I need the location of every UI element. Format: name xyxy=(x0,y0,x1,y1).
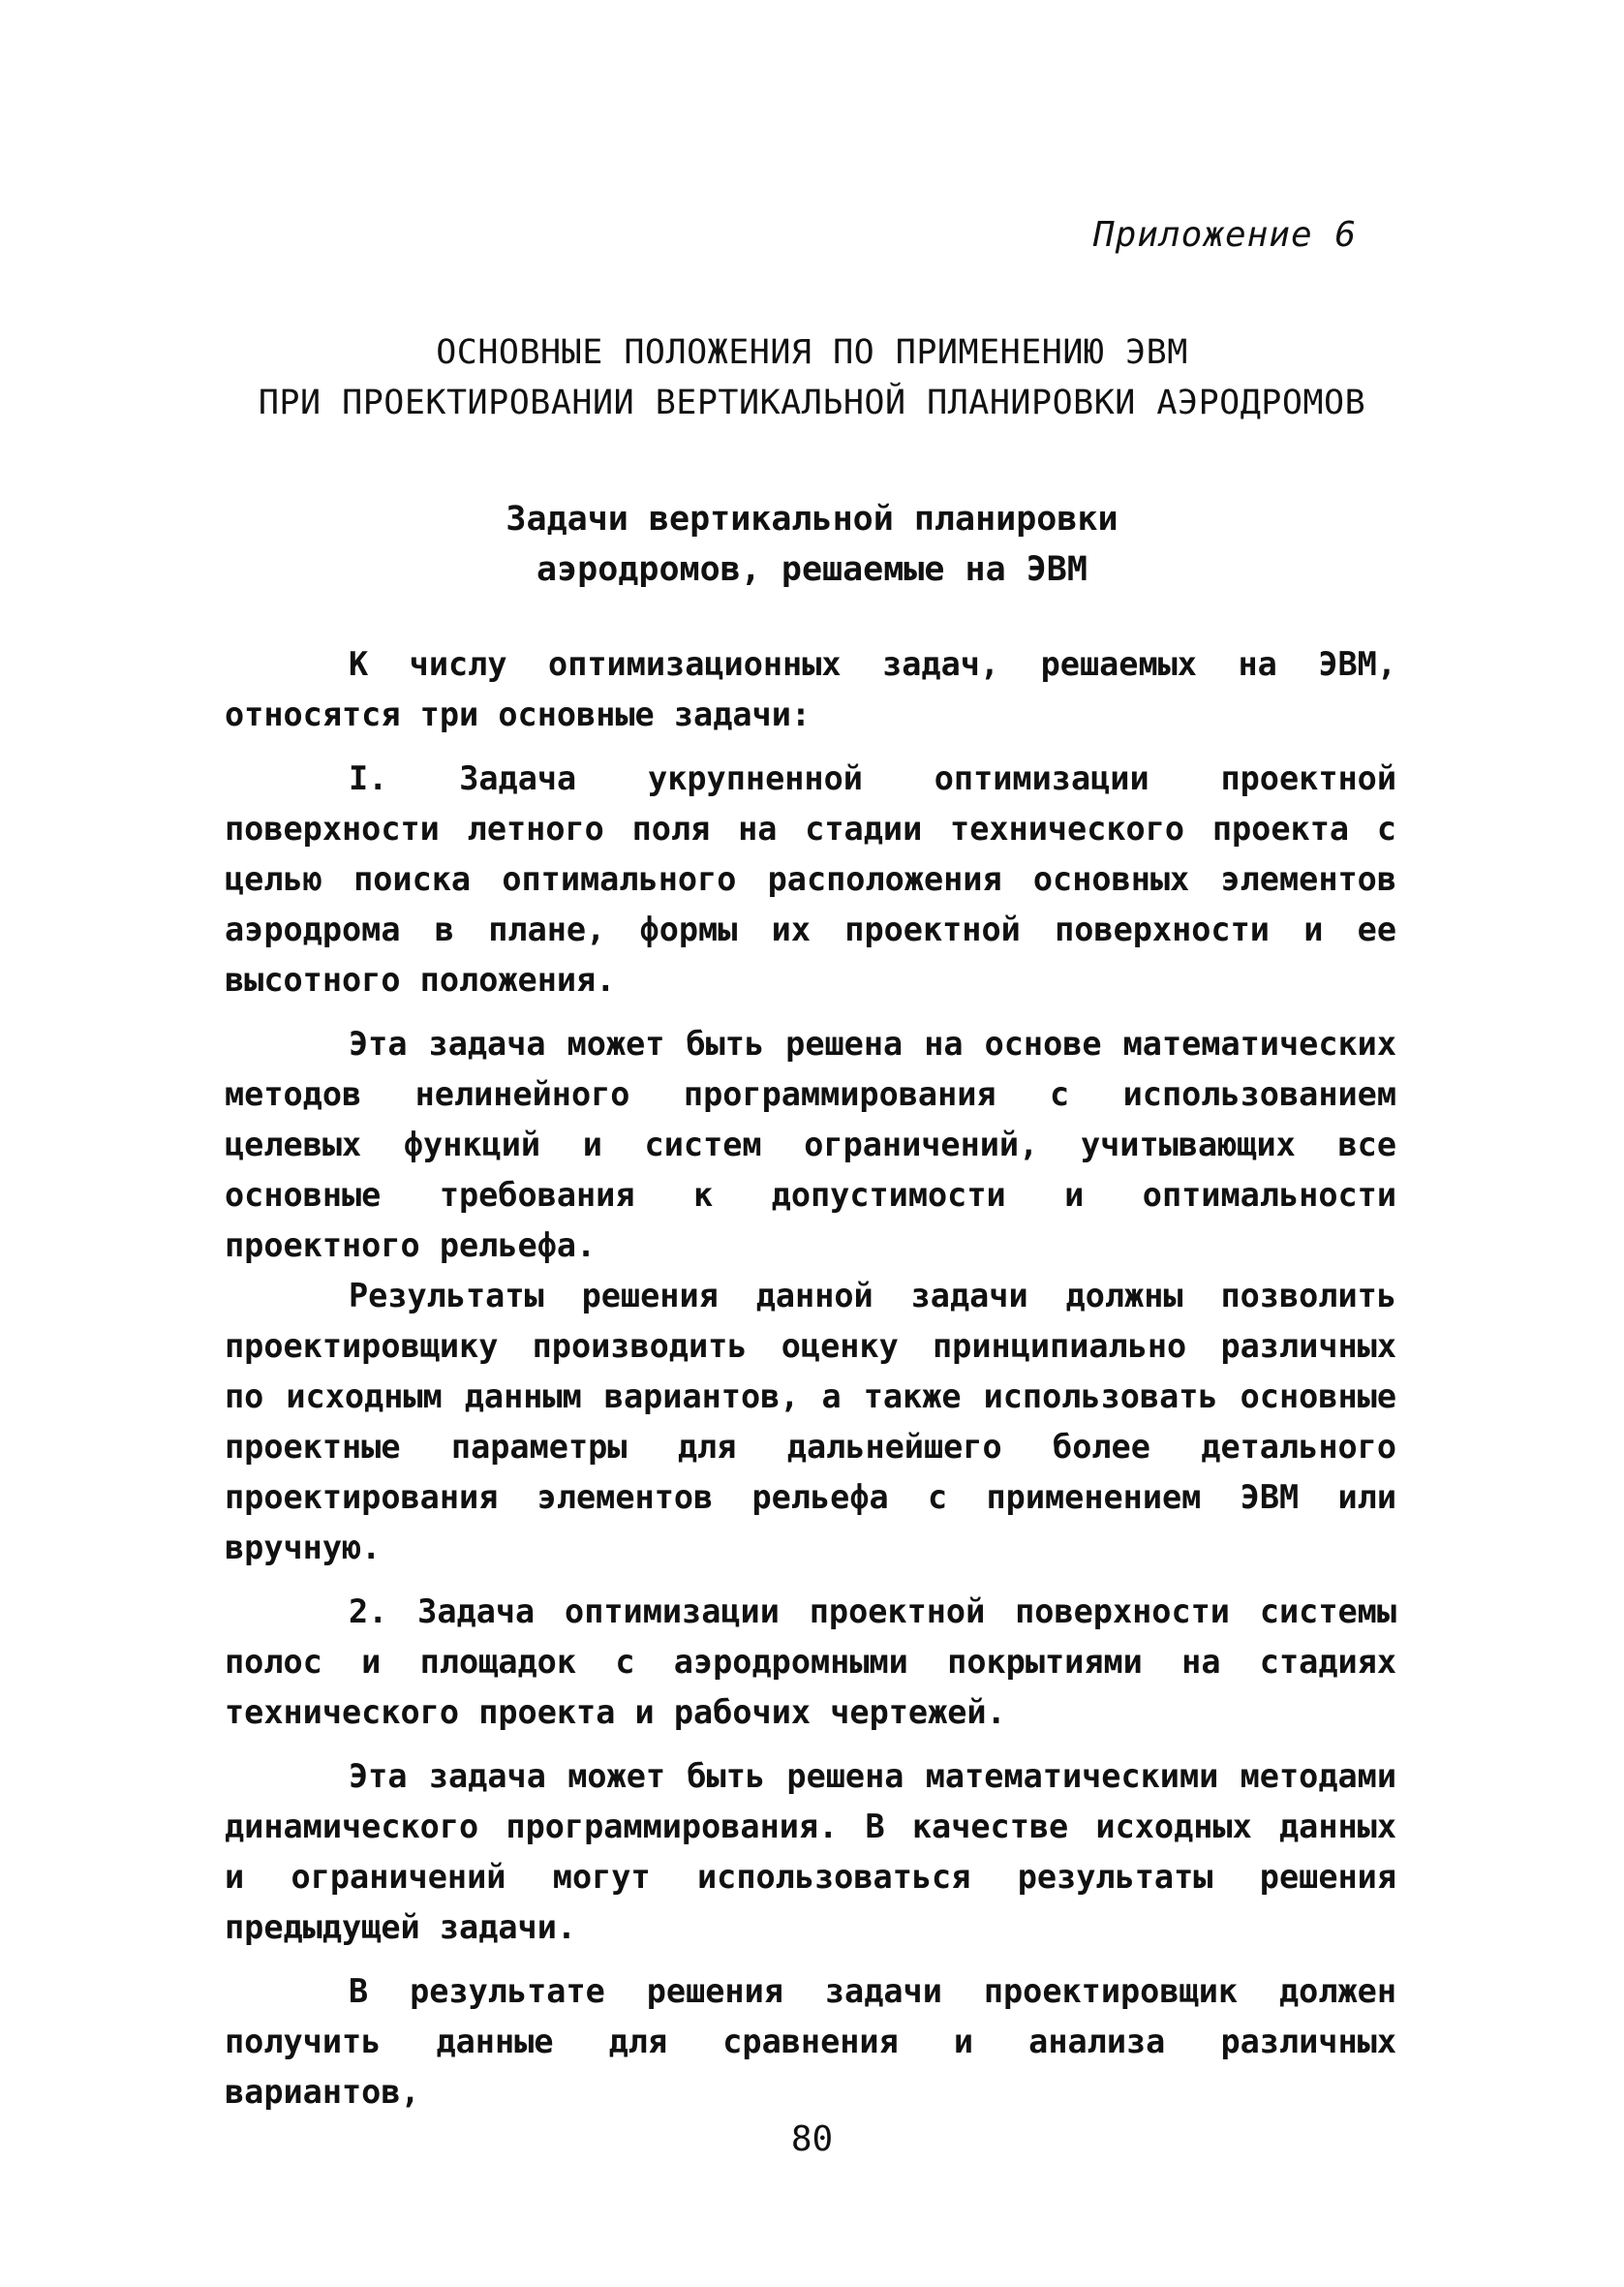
paragraph-task-1-method: Эта задача может быть решена на основе математических методов нелинейного программирования с использованием целевых функций и систем ограничений, учитывающих все основные требования к допустимости и оптимальности проектного рельефа. xyxy=(225,1025,1396,1264)
paragraph-task-2-results: В результате решения задачи проектировщик должен получить данные для сравнения и анализа различных вариантов, xyxy=(225,1972,1396,2111)
paragraph-task-2-method: Эта задача может быть решена математическими методами динамического программирования. В качестве исходных данных и ограничений могут использоваться результаты решения предыдущей задачи. xyxy=(225,1757,1396,1946)
title-line-2: ПРИ ПРОЕКТИРОВАНИИ ВЕРТИКАЛЬНОЙ ПЛАНИРОВКИ АЭРОДРОМОВ xyxy=(258,384,1366,422)
title-line-1: ОСНОВНЫЕ ПОЛОЖЕНИЯ ПО ПРИМЕНЕНИЮ ЭВМ xyxy=(436,333,1188,372)
paragraph-task-1-results: Результаты решения данной задачи должны позволить проектировщику производить оценку принципиально различных по исходным данным вариантов, а также использовать основные проектные параметры для дальнейшего более детального проектирования элементов рельефа с применением ЭВМ или вручную. xyxy=(225,1277,1396,1566)
section-subtitle xyxy=(0,494,1624,595)
appendix-label: Приложение 6 xyxy=(1092,215,1357,255)
paragraph-intro: К числу оптимизационных задач, решаемых на ЭВМ, относятся три основные задачи: xyxy=(225,645,1396,733)
page-number: 80 xyxy=(790,2119,834,2159)
subtitle-line-2: аэродромов, решаемые на ЭВМ xyxy=(536,550,1088,589)
paragraph-task-2: 2. Задача оптимизации проектной поверхности системы полос и площадок с аэродромными покрытиями на стадиях технического проекта и рабочих чертежей. xyxy=(225,1592,1396,1731)
document-title xyxy=(0,327,1624,428)
paragraph-task-1: I. Задача укрупненной оптимизации проектной поверхности летного поля на стадии технического проекта с целью поиска оптимального расположения основных элементов аэродрома в плане, формы их проектной поверхности и ее высотного положения. xyxy=(225,759,1396,999)
subtitle-line-1: Задачи вертикальной планировки xyxy=(506,500,1118,539)
body-text xyxy=(225,639,1396,2117)
